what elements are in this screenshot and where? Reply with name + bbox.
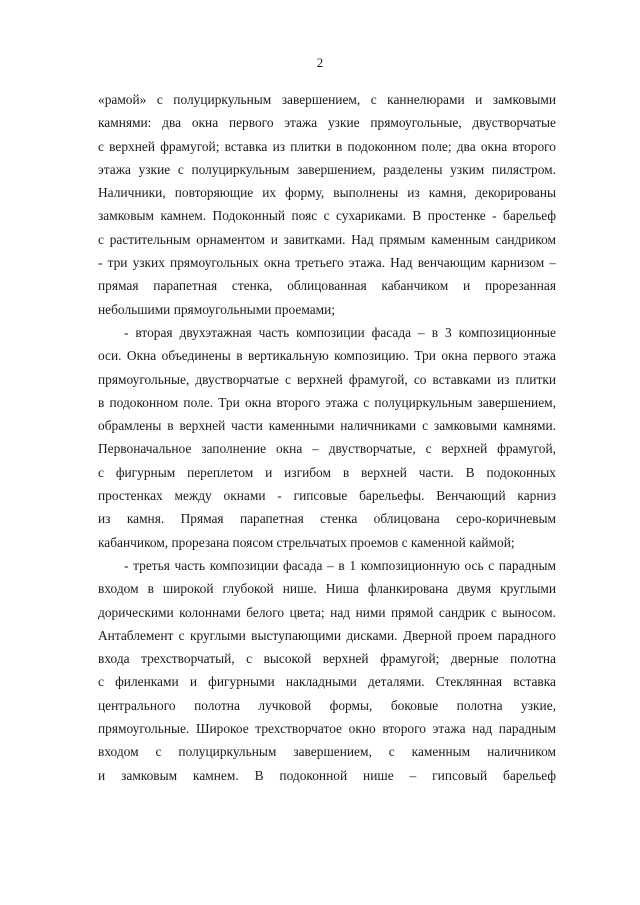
text-line: с верхней фрамугой; вставка из плитки в подоконном поле; два окна второго <box>98 138 556 154</box>
text-line: Антаблемент с круглыми выступающими дисками. Дверной проем парадного <box>98 627 556 643</box>
text-line: центрального полотна лучковой формы, боковые полотна узкие, <box>98 697 556 713</box>
text-line: - вторая двухэтажная часть композиции фасада – в 3 композиционные <box>124 324 556 340</box>
text-line: обрамлены в верхней части каменными наличниками с замковыми камнями. <box>98 418 556 434</box>
text-line: простенках между окнами - гипсовые барельефы. Венчающий карниз <box>98 488 556 504</box>
text-line: с фигурным переплетом и изгибом в верхней части. В подоконных <box>98 464 556 480</box>
text-line: с филенками и фигурными накладными деталями. Стеклянная вставка <box>98 674 556 690</box>
text-line: входа трехстворчатый, с высокой верхней фрамугой; дверные полотна <box>98 651 556 667</box>
text-line: дорическими колоннами белого цвета; над ними прямой сандрик с выносом. <box>98 604 556 620</box>
text-line: - третья часть композиции фасада – в 1 композиционную ось с парадным <box>124 557 556 573</box>
paragraph-3 <box>98 554 556 787</box>
paragraph-2 <box>98 321 556 554</box>
text-line: замковым камнем. Подоконный пояс с сухариками. В простенке - барельеф <box>98 208 556 224</box>
page-number: 2 <box>316 55 324 70</box>
text-line: в подоконном поле. Три окна второго этажа с полуциркульным завершением, <box>98 394 556 410</box>
text-line: с растительным орнаментом и завитками. Над прямым каменным сандриком <box>98 231 556 247</box>
text-line: прямая парапетная стенка, облицованная кабанчиком и прорезанная <box>98 278 556 294</box>
paragraph-1 <box>98 88 556 321</box>
text-line: оси. Окна объединены в вертикальную композицию. Три окна первого этажа <box>98 348 556 364</box>
text-line: небольшими прямоугольными проемами; <box>98 301 336 317</box>
text-line: Первоначальное заполнение окна – двустворчатые, с верхней фрамугой, <box>98 441 556 457</box>
text-line: входом с полуциркульным завершением, с каменным наличником <box>98 744 556 760</box>
text-line: прямоугольные. Широкое трехстворчатое окно второго этажа над парадным <box>98 721 556 737</box>
text-line: - три узких прямоугольных окна третьего этажа. Над венчающим карнизом – <box>98 255 556 271</box>
text-line: камнями: два окна первого этажа узкие прямоугольные, двустворчатые <box>98 115 556 131</box>
text-line: из камня. Прямая парапетная стенка облицована серо-коричневым <box>98 511 556 527</box>
text-line: «рамой» с полуциркульным завершением, с каннелюрами и замковыми <box>98 92 556 107</box>
document-body <box>98 88 556 787</box>
text-line: кабанчиком, прорезана поясом стрельчатых проемов с каменной каймой; <box>98 534 515 550</box>
text-line: этажа узкие с полуциркульным завершением, разделены узким пилястром. <box>98 161 556 177</box>
text-line: прямоугольные, двустворчатые с верхней фрамугой, со вставками из плитки <box>98 371 556 387</box>
text-line: Наличники, повторяющие их форму, выполнены из камня, декорированы <box>98 185 556 201</box>
text-line: входом в широкой глубокой нише. Ниша фланкирована двумя круглыми <box>98 581 556 597</box>
text-line: и замковым камнем. В подоконной нише – гипсовый барельеф <box>98 767 556 783</box>
